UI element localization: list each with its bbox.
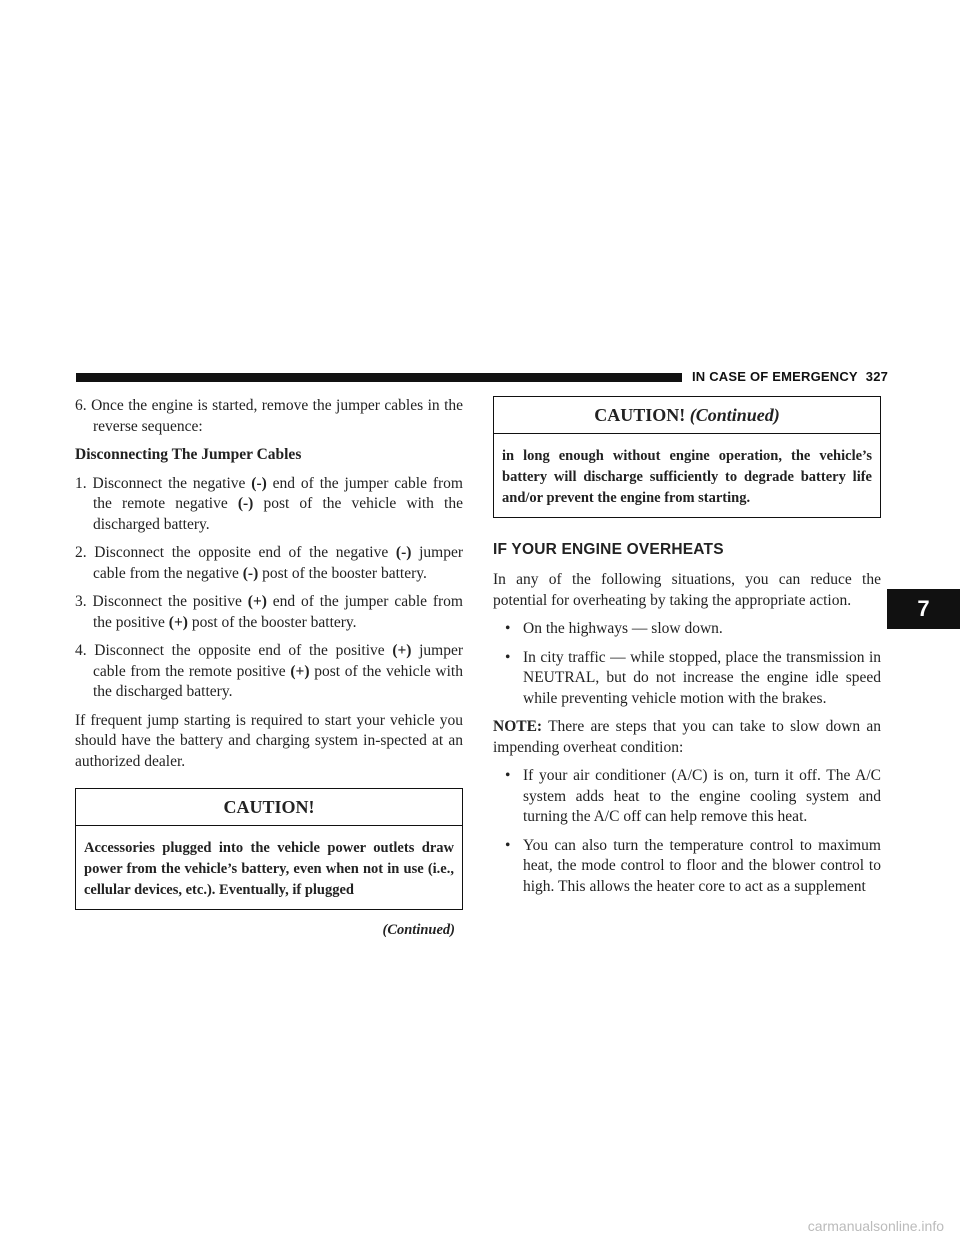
right-column: [493, 396, 881, 905]
caution-body-continued: in long enough without engine operation, the vehicle’s battery will discharge sufficiently to degrade battery life and/or prevent the engine from starting.: [502, 447, 872, 506]
caution-title: CAUTION!: [76, 789, 462, 826]
caution-box: [75, 788, 463, 910]
subheading: Disconnecting The Jumper Cables: [75, 446, 302, 463]
bullet-item: • On the highways — slow down.: [505, 620, 723, 637]
caution-title-continued: CAUTION! (Continued): [494, 397, 880, 434]
caution-box-continued: [493, 396, 881, 518]
note-paragraph: NOTE: There are steps that you can take to slow down an impending overheat condition:: [493, 718, 881, 756]
bullet-item: • In city traffic — while stopped, place the transmission in NEUTRAL, but do not increase the engine idle speed while preventing vehicle motion with the brakes.: [505, 648, 881, 707]
watermark: carmanualsonline.info: [807, 1218, 944, 1234]
running-header: [692, 369, 888, 384]
step-1: 1. Disconnect the negative (-) end of the jumper cable from the remote negative (-) post of the vehicle with the discharged battery.: [75, 474, 463, 533]
section-title: IF YOUR ENGINE OVERHEATS: [493, 540, 724, 558]
bullet-item: • If your air conditioner (A/C) is on, turn it off. The A/C system adds heat to the engine cooling system and turning the A/C off can help remove this heat.: [505, 767, 881, 825]
section-name: IN CASE OF EMERGENCY: [692, 369, 858, 384]
chapter-tab: 7: [887, 589, 960, 629]
step-6: 6. Once the engine is started, remove the jumper cables in the reverse sequence:: [75, 397, 464, 435]
step-2: 2. Disconnect the opposite end of the negative (-) jumper cable from the negative (-) post of the booster battery.: [75, 544, 463, 582]
step-3: 3. Disconnect the positive (+) end of the jumper cable from the positive (+) post of the booster battery.: [75, 593, 463, 631]
step-4: 4. Disconnect the opposite end of the positive (+) jumper cable from the remote positive (+) post of the vehicle with the discharged battery.: [75, 642, 464, 700]
intro-paragraph: In any of the following situations, you can reduce the potential for overheating by taking the appropriate action.: [493, 571, 881, 609]
left-column: [75, 396, 463, 940]
bullet-item: • You can also turn the temperature control to maximum heat, the mode control to floor and the blower control to high. This allows the heater core to act as a supplement: [505, 836, 881, 895]
dealer-paragraph: If frequent jump starting is required to start your vehicle you should have the battery and charging system in-spected at an authorized dealer.: [75, 711, 463, 770]
caution-body: Accessories plugged into the vehicle power outlets draw power from the vehicle’s battery, even when not in use (i.e., cellular devices, etc.). Eventually, if plugged: [84, 839, 454, 898]
header-bar: [76, 373, 682, 382]
page-number: 327: [865, 369, 889, 384]
continued-note: (Continued): [382, 921, 455, 938]
